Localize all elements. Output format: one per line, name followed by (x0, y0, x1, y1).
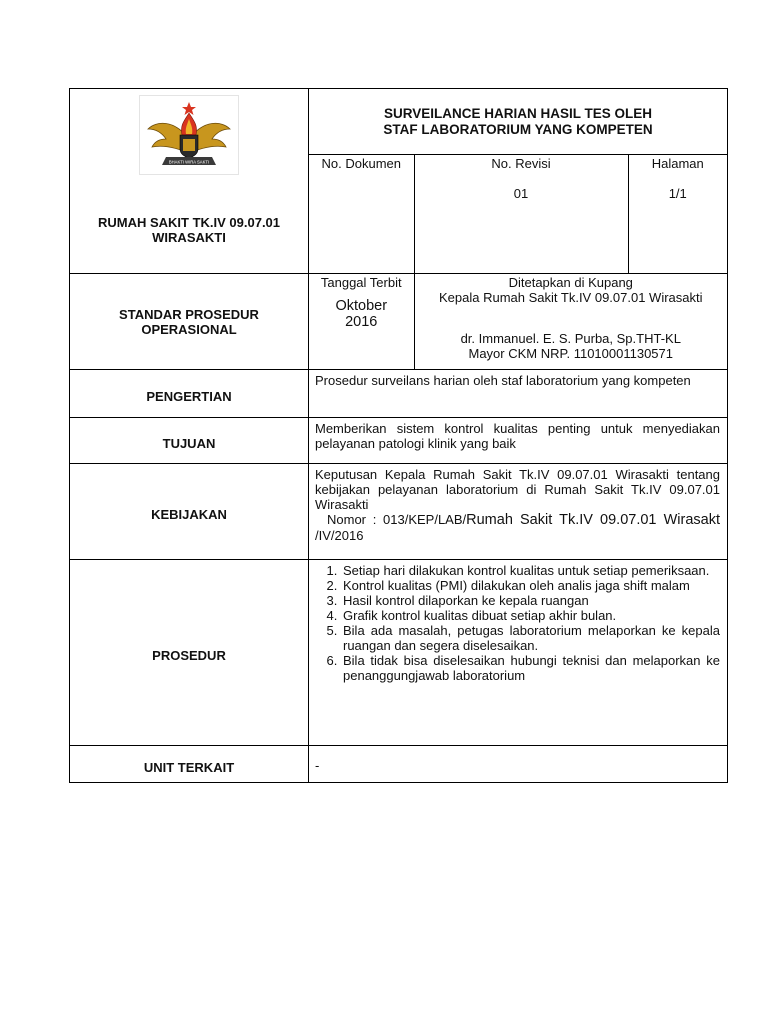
revision-cell (414, 155, 628, 273)
nomor-continuation (315, 528, 720, 544)
kebijakan-text: Keputusan Kepala Rumah Sakit Tk.IV 09.07.01 Wirasakti tentang kebijakan pelayanan laboratorium di Rumah Sakit Tk.IV 09.07.01 Wirasakti (315, 467, 720, 512)
sop-document-table (69, 88, 728, 783)
prosedur-step: 5. Bila ada masalah, petugas laboratorium melaporkan ke kepala ruangan dan segera diselesaikan. (341, 623, 720, 653)
signatory-name: dr. Immanuel. E. S. Purba, Sp.THT-KL (460, 331, 681, 346)
approval-title: Kepala Rumah Sakit Tk.IV 09.07.01 Wirasakti (439, 290, 703, 305)
revision-value: 01 (513, 186, 529, 201)
pengertian-text: Prosedur surveilans harian oleh staf laboratorium yang kompeten (309, 370, 728, 418)
kebijakan-label: KEBIJAKAN (70, 464, 309, 560)
issue-date-label: Tanggal Terbit (320, 275, 402, 290)
page-label: Halaman (651, 156, 704, 171)
document-title (309, 89, 728, 155)
kebijakan-cell (309, 464, 728, 560)
prosedur-step: 2. Kontrol kualitas (PMI) dilakukan oleh analis jaga shift malam (341, 578, 720, 593)
military-emblem-icon (139, 95, 239, 175)
issue-date-value: Oktober 2016 (335, 298, 388, 330)
prosedur-cell (309, 560, 728, 746)
approval-cell (414, 274, 727, 369)
prosedur-steps-list (315, 563, 720, 683)
title-line-1: SURVEILANCE HARIAN HASIL TES OLEH (383, 105, 653, 121)
prosedur-step: 1. Setiap hari dilakukan kontrol kualitas untuk setiap pemeriksaan. (341, 563, 720, 578)
issue-date-cell (309, 274, 414, 369)
prosedur-label: PROSEDUR (70, 560, 309, 746)
hospital-name: RUMAH SAKIT TK.IV 09.07.01 WIRASAKTI (97, 215, 281, 245)
sop-label: STANDAR PROSEDUR OPERASIONAL (70, 274, 309, 370)
sop-info-cell (309, 274, 728, 370)
tujuan-label: TUJUAN (70, 418, 309, 464)
doc-number-label: No. Dokumen (321, 156, 401, 171)
prosedur-step: 3. Hasil kontrol dilaporkan ke kepala ruangan (341, 593, 720, 608)
doc-number-cell (309, 155, 414, 273)
approval-place: Ditetapkan di Kupang (508, 275, 633, 290)
nomor-prefix: Nomor : 013/KEP/LAB/ (327, 512, 467, 527)
page-cell (628, 155, 727, 273)
tujuan-text: Memberikan sistem kontrol kualitas penting untuk menyediakan pelayanan patologi klinik yang baik (309, 418, 728, 464)
nomor-suffix: /IV/2016 (315, 528, 364, 543)
kebijakan-nomor (315, 512, 720, 528)
pengertian-label: PENGERTIAN (70, 370, 309, 418)
revision-label: No. Revisi (491, 156, 551, 171)
prosedur-step: 6. Bila tidak bisa diselesaikan hubungi teknisi dan melaporkan ke penanggungjawab laboratorium (341, 653, 720, 683)
title-line-2: STAF LABORATORIUM YANG KOMPETEN (383, 121, 653, 137)
prosedur-step: 4. Grafik kontrol kualitas dibuat setiap akhir bulan. (341, 608, 720, 623)
unit-terkait-label: UNIT TERKAIT (70, 746, 309, 783)
signatory-rank: Mayor CKM NRP. 11010001130571 (468, 346, 673, 361)
unit-terkait-value: - (309, 746, 728, 783)
page-value: 1/1 (668, 186, 687, 201)
document-meta-cell (309, 155, 728, 274)
emblem-motto: BHAKTI WIRA SAKTI (168, 159, 210, 165)
nomor-mid: Rumah Sakit Tk.IV 09.07.01 Wirasakt (466, 512, 720, 528)
hospital-identity-cell (70, 89, 309, 274)
